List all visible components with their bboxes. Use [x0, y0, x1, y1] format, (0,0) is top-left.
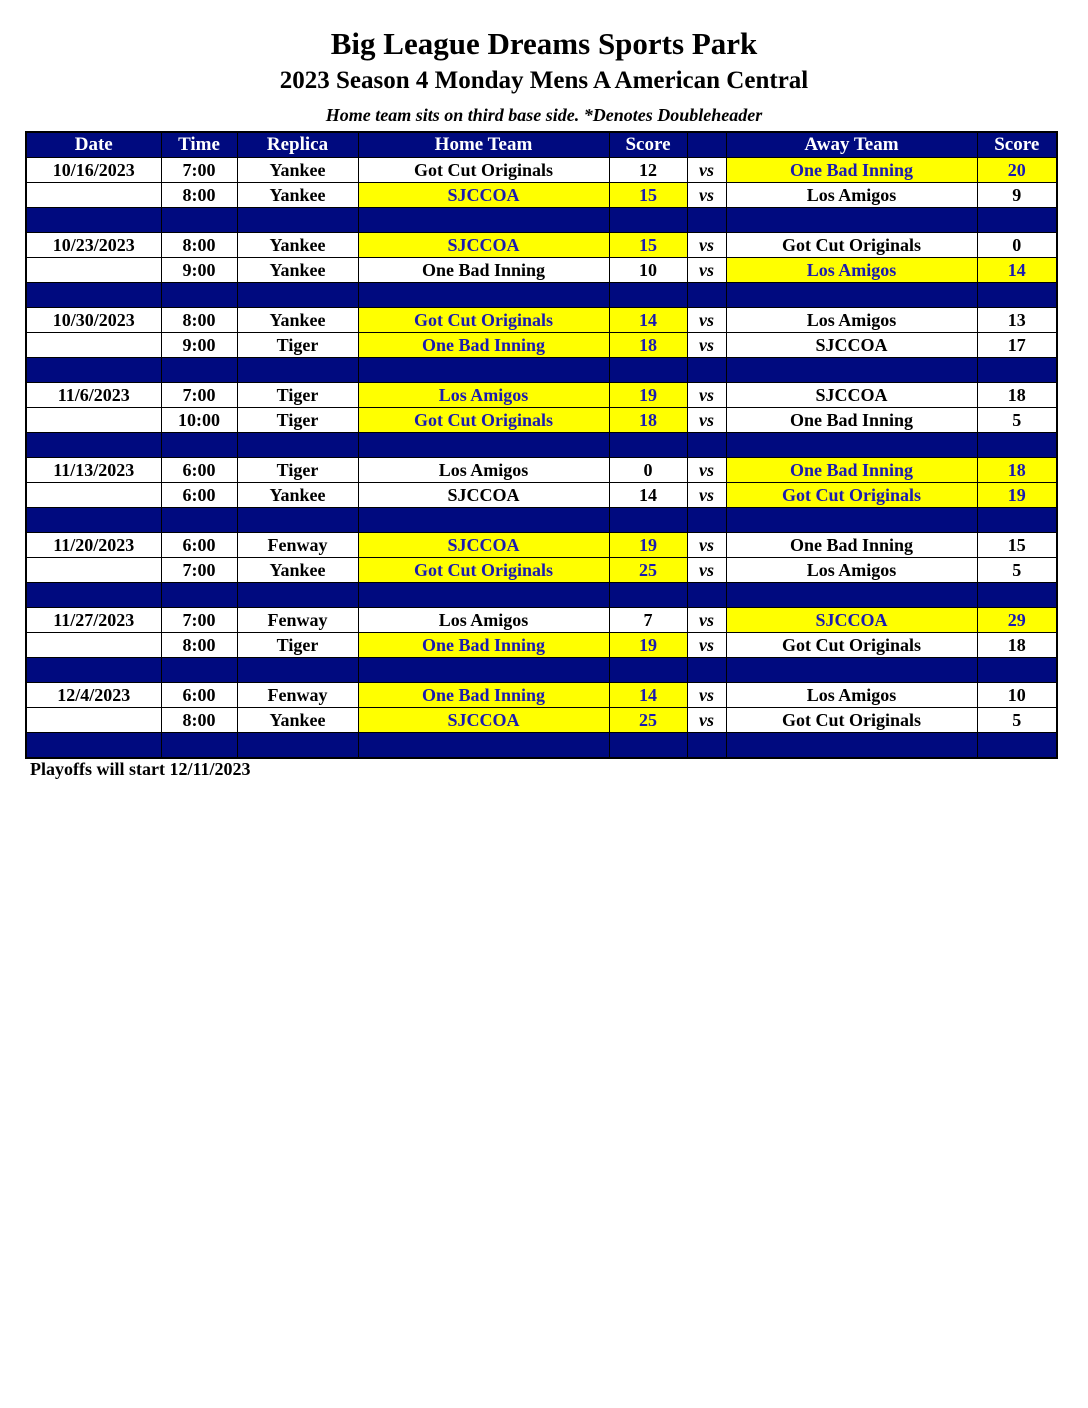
separator-cell — [687, 508, 726, 533]
home-score: 14 — [609, 308, 687, 333]
game-time: 6:00 — [161, 483, 237, 508]
game-time: 6:00 — [161, 458, 237, 483]
vs-label: vs — [687, 683, 726, 708]
separator-cell — [161, 433, 237, 458]
game-time: 8:00 — [161, 233, 237, 258]
away-score: 18 — [977, 458, 1057, 483]
game-row — [26, 608, 1057, 633]
separator-cell — [687, 733, 726, 759]
away-score: 0 — [977, 233, 1057, 258]
away-team: One Bad Inning — [726, 533, 977, 558]
home-score: 14 — [609, 683, 687, 708]
away-score: 9 — [977, 183, 1057, 208]
game-replica: Tiger — [237, 633, 358, 658]
home-team: Los Amigos — [358, 608, 609, 633]
game-row — [26, 633, 1057, 658]
separator-cell — [161, 583, 237, 608]
separator-cell — [26, 208, 161, 233]
game-time: 8:00 — [161, 183, 237, 208]
separator-cell — [687, 583, 726, 608]
week-separator-row — [26, 358, 1057, 383]
game-date — [26, 558, 161, 583]
separator-cell — [726, 283, 977, 308]
separator-cell — [609, 508, 687, 533]
game-row — [26, 558, 1057, 583]
away-team: Los Amigos — [726, 308, 977, 333]
home-team: SJCCOA — [358, 233, 609, 258]
game-replica: Tiger — [237, 333, 358, 358]
separator-cell — [26, 658, 161, 683]
playoffs-note: Playoffs will start 12/11/2023 — [30, 759, 251, 779]
separator-cell — [977, 208, 1057, 233]
vs-label: vs — [687, 558, 726, 583]
game-date: 10/16/2023 — [26, 158, 161, 183]
separator-cell — [687, 283, 726, 308]
game-date — [26, 633, 161, 658]
separator-cell — [977, 583, 1057, 608]
col-header-away-score: Score — [977, 132, 1057, 158]
separator-cell — [237, 733, 358, 759]
separator-cell — [26, 433, 161, 458]
away-team: SJCCOA — [726, 608, 977, 633]
game-date — [26, 483, 161, 508]
game-replica: Fenway — [237, 683, 358, 708]
away-score: 13 — [977, 308, 1057, 333]
away-score: 19 — [977, 483, 1057, 508]
separator-cell — [237, 283, 358, 308]
separator-cell — [26, 283, 161, 308]
separator-cell — [358, 583, 609, 608]
page-subtitle: 2023 Season 4 Monday Mens A American Central — [279, 67, 809, 94]
separator-cell — [237, 358, 358, 383]
header-row — [26, 132, 1057, 158]
game-replica: Fenway — [237, 608, 358, 633]
separator-cell — [977, 733, 1057, 759]
vs-label: vs — [687, 633, 726, 658]
game-time: 7:00 — [161, 608, 237, 633]
separator-cell — [726, 433, 977, 458]
separator-cell — [609, 208, 687, 233]
home-score: 25 — [609, 558, 687, 583]
col-header-date: Date — [26, 132, 161, 158]
home-score: 19 — [609, 633, 687, 658]
col-header-away-team: Away Team — [726, 132, 977, 158]
game-replica: Yankee — [237, 258, 358, 283]
game-time: 10:00 — [161, 408, 237, 433]
week-separator-row — [26, 508, 1057, 533]
page-title: Big League Dreams Sports Park — [330, 26, 758, 61]
separator-cell — [977, 658, 1057, 683]
game-date — [26, 708, 161, 733]
away-score: 10 — [977, 683, 1057, 708]
game-replica: Yankee — [237, 558, 358, 583]
separator-cell — [358, 508, 609, 533]
home-team: Got Cut Originals — [358, 308, 609, 333]
away-score: 14 — [977, 258, 1057, 283]
separator-cell — [358, 433, 609, 458]
separator-cell — [609, 358, 687, 383]
vs-label: vs — [687, 608, 726, 633]
separator-cell — [161, 358, 237, 383]
vs-label: vs — [687, 458, 726, 483]
away-team: Los Amigos — [726, 183, 977, 208]
game-replica: Yankee — [237, 233, 358, 258]
separator-cell — [237, 508, 358, 533]
home-team: SJCCOA — [358, 183, 609, 208]
away-score: 20 — [977, 158, 1057, 183]
week-separator-row — [26, 733, 1057, 759]
col-header-home-score: Score — [609, 132, 687, 158]
vs-label: vs — [687, 333, 726, 358]
game-replica: Fenway — [237, 533, 358, 558]
vs-label: vs — [687, 258, 726, 283]
game-time: 8:00 — [161, 708, 237, 733]
away-team: Los Amigos — [726, 558, 977, 583]
separator-cell — [26, 358, 161, 383]
vs-label: vs — [687, 233, 726, 258]
vs-label: vs — [687, 483, 726, 508]
away-score: 18 — [977, 633, 1057, 658]
away-team: One Bad Inning — [726, 408, 977, 433]
week-separator-row — [26, 433, 1057, 458]
home-score: 15 — [609, 183, 687, 208]
vs-label: vs — [687, 708, 726, 733]
game-replica: Tiger — [237, 408, 358, 433]
separator-cell — [726, 658, 977, 683]
separator-cell — [358, 283, 609, 308]
separator-cell — [687, 658, 726, 683]
home-team: SJCCOA — [358, 483, 609, 508]
home-score: 18 — [609, 333, 687, 358]
vs-label: vs — [687, 533, 726, 558]
game-row — [26, 258, 1057, 283]
game-time: 7:00 — [161, 383, 237, 408]
separator-cell — [161, 658, 237, 683]
game-replica: Tiger — [237, 383, 358, 408]
col-header-time: Time — [161, 132, 237, 158]
separator-cell — [358, 733, 609, 759]
separator-cell — [687, 208, 726, 233]
game-row — [26, 458, 1057, 483]
game-time: 6:00 — [161, 533, 237, 558]
away-team: One Bad Inning — [726, 458, 977, 483]
away-team: Got Cut Originals — [726, 708, 977, 733]
home-score: 7 — [609, 608, 687, 633]
home-team: Got Cut Originals — [358, 408, 609, 433]
week-separator-row — [26, 583, 1057, 608]
vs-label: vs — [687, 383, 726, 408]
game-date: 11/6/2023 — [26, 383, 161, 408]
away-team: Got Cut Originals — [726, 483, 977, 508]
away-score: 5 — [977, 408, 1057, 433]
game-time: 7:00 — [161, 158, 237, 183]
game-replica: Yankee — [237, 708, 358, 733]
separator-cell — [726, 508, 977, 533]
game-replica: Yankee — [237, 183, 358, 208]
away-score: 29 — [977, 608, 1057, 633]
game-date — [26, 258, 161, 283]
away-team: Got Cut Originals — [726, 233, 977, 258]
separator-cell — [977, 508, 1057, 533]
home-score: 0 — [609, 458, 687, 483]
separator-cell — [237, 208, 358, 233]
separator-cell — [977, 433, 1057, 458]
home-score: 25 — [609, 708, 687, 733]
home-team: Los Amigos — [358, 383, 609, 408]
separator-cell — [609, 583, 687, 608]
home-team: SJCCOA — [358, 533, 609, 558]
away-team: SJCCOA — [726, 383, 977, 408]
week-separator-row — [26, 658, 1057, 683]
separator-cell — [609, 658, 687, 683]
home-team: One Bad Inning — [358, 633, 609, 658]
separator-cell — [26, 508, 161, 533]
home-team: Got Cut Originals — [358, 558, 609, 583]
game-date: 10/23/2023 — [26, 233, 161, 258]
game-row — [26, 533, 1057, 558]
game-time: 8:00 — [161, 308, 237, 333]
separator-cell — [237, 658, 358, 683]
separator-cell — [726, 733, 977, 759]
separator-cell — [237, 433, 358, 458]
col-header-home-team: Home Team — [358, 132, 609, 158]
vs-label: vs — [687, 408, 726, 433]
game-date: 11/20/2023 — [26, 533, 161, 558]
schedule-body — [26, 158, 1057, 759]
game-row — [26, 683, 1057, 708]
game-row — [26, 183, 1057, 208]
game-row — [26, 233, 1057, 258]
vs-label: vs — [687, 158, 726, 183]
separator-cell — [609, 733, 687, 759]
game-row — [26, 708, 1057, 733]
game-time: 6:00 — [161, 683, 237, 708]
away-score: 18 — [977, 383, 1057, 408]
vs-label: vs — [687, 183, 726, 208]
week-separator-row — [26, 208, 1057, 233]
away-score: 15 — [977, 533, 1057, 558]
away-score: 5 — [977, 708, 1057, 733]
col-header-replica: Replica — [237, 132, 358, 158]
game-date: 10/30/2023 — [26, 308, 161, 333]
home-score: 15 — [609, 233, 687, 258]
home-team: Got Cut Originals — [358, 158, 609, 183]
away-score: 17 — [977, 333, 1057, 358]
game-date — [26, 333, 161, 358]
game-replica: Yankee — [237, 158, 358, 183]
game-date — [26, 408, 161, 433]
game-replica: Yankee — [237, 483, 358, 508]
col-header-vs — [687, 132, 726, 158]
game-replica: Tiger — [237, 458, 358, 483]
schedule-table — [25, 131, 1058, 759]
game-time: 8:00 — [161, 633, 237, 658]
separator-cell — [26, 733, 161, 759]
game-row — [26, 408, 1057, 433]
game-date — [26, 183, 161, 208]
away-score: 5 — [977, 558, 1057, 583]
away-team: Got Cut Originals — [726, 633, 977, 658]
separator-cell — [358, 358, 609, 383]
separator-cell — [687, 358, 726, 383]
game-date: 12/4/2023 — [26, 683, 161, 708]
separator-cell — [977, 283, 1057, 308]
game-date: 11/13/2023 — [26, 458, 161, 483]
separator-cell — [726, 208, 977, 233]
separator-cell — [161, 208, 237, 233]
game-row — [26, 383, 1057, 408]
game-row — [26, 333, 1057, 358]
game-row — [26, 483, 1057, 508]
away-team: Los Amigos — [726, 683, 977, 708]
separator-cell — [237, 583, 358, 608]
home-score: 10 — [609, 258, 687, 283]
separator-cell — [609, 433, 687, 458]
separator-cell — [726, 583, 977, 608]
game-time: 9:00 — [161, 333, 237, 358]
separator-cell — [977, 358, 1057, 383]
separator-cell — [358, 658, 609, 683]
home-team: One Bad Inning — [358, 683, 609, 708]
separator-cell — [161, 508, 237, 533]
schedule-note: Home team sits on third base side. *Denotes Doubleheader — [325, 105, 763, 125]
separator-cell — [726, 358, 977, 383]
home-team: One Bad Inning — [358, 333, 609, 358]
game-time: 7:00 — [161, 558, 237, 583]
away-team: SJCCOA — [726, 333, 977, 358]
home-score: 14 — [609, 483, 687, 508]
separator-cell — [161, 733, 237, 759]
game-row — [26, 158, 1057, 183]
week-separator-row — [26, 283, 1057, 308]
separator-cell — [687, 433, 726, 458]
separator-cell — [609, 283, 687, 308]
home-score: 19 — [609, 383, 687, 408]
separator-cell — [26, 583, 161, 608]
game-row — [26, 308, 1057, 333]
game-time: 9:00 — [161, 258, 237, 283]
home-team: One Bad Inning — [358, 258, 609, 283]
home-score: 19 — [609, 533, 687, 558]
away-team: One Bad Inning — [726, 158, 977, 183]
away-team: Los Amigos — [726, 258, 977, 283]
home-score: 12 — [609, 158, 687, 183]
game-replica: Yankee — [237, 308, 358, 333]
separator-cell — [161, 283, 237, 308]
home-team: SJCCOA — [358, 708, 609, 733]
vs-label: vs — [687, 308, 726, 333]
home-team: Los Amigos — [358, 458, 609, 483]
game-date: 11/27/2023 — [26, 608, 161, 633]
separator-cell — [358, 208, 609, 233]
home-score: 18 — [609, 408, 687, 433]
